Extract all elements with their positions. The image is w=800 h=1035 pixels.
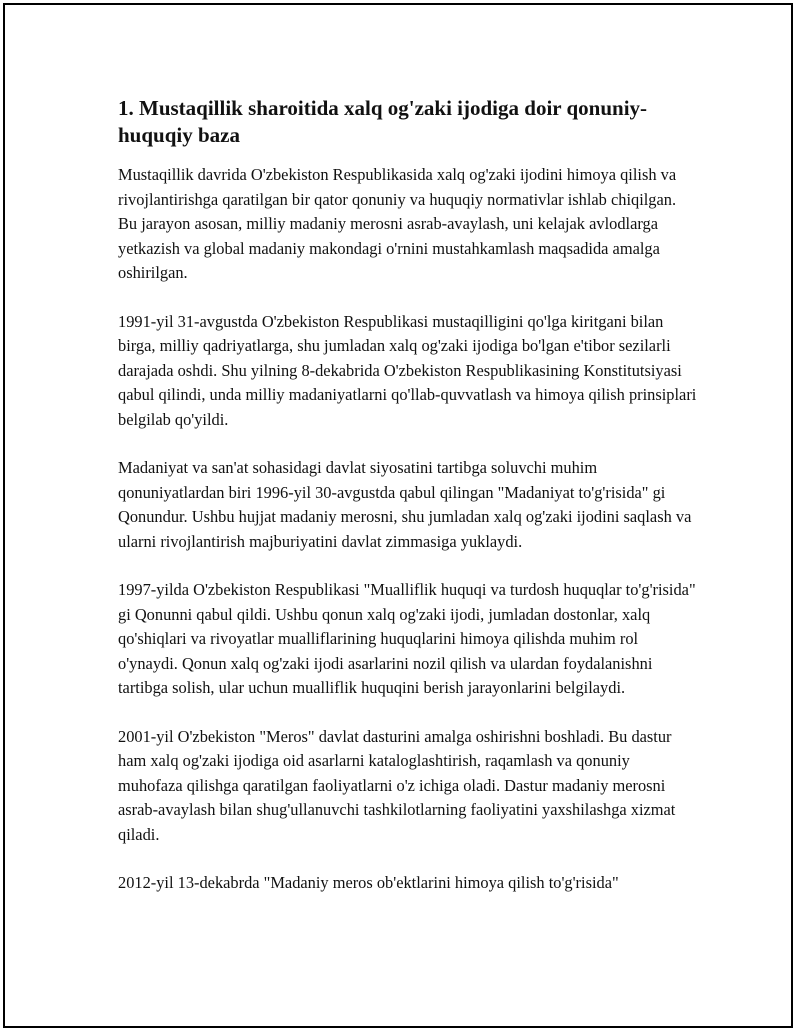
paragraph-copyright-law-1997: 1997-yilda O'zbekiston Respublikasi "Mualliflik huquqi va turdosh huquqlar to'g'risida" gi Qonunni qabul qildi. Ushbu qonun xalq og'zaki ijodi, jumladan dostonlar, xalq qo'shiqlari va rivoyatlar mualliflarining huquqlarini himoya qilishda muhim rol o'ynaydi. Qonun xalq og'zaki ijodi asarlarini nozil qilish va ulardan foydalanishni tartibga solish, ular uchun mualliflik huquqini berish jarayonlarini belgilaydi. [118, 580, 696, 697]
paragraph-heritage-law-2012: 2012-yil 13-dekabrda "Madaniy meros ob'ektlarini himoya qilish to'g'risida" [118, 873, 619, 892]
document-body [118, 95, 698, 920]
paragraph-culture-law-1996: Madaniyat va san'at sohasidagi davlat siyosatini tartibga soluvchi muhim qonuniyatlardan biri 1996-yil 30-avgustda qabul qilingan "Madaniyat to'g'risida" gi Qonundur. Ushbu hujjat madaniy merosni, shu jumladan xalq og'zaki ijodini saqlash va ularni rivojlantirish majburiyatini davlat zimmasiga yuklaydi. [118, 458, 692, 551]
paragraph-independence-1991: 1991-yil 31-avgustda O'zbekiston Respublikasi mustaqilligini qo'lga kiritgani bilan birga, milliy qadriyatlarga, shu jumladan xalq og'zaki ijodiga bo'lgan e'tibor sezilarli darajada oshdi. Shu yilning 8-dekabrida O'zbekiston Respublikasining Konstitutsiyasi qabul qilindi, unda milliy madaniyatlarni qo'llab-quvvatlash va himoya qilish prinsiplari belgilab qo'yildi. [118, 311, 697, 429]
paragraph-meros-program-2001: 2001-yil O'zbekiston "Meros" davlat dasturini amalga oshirishni boshladi. Bu dastur ham xalq og'zaki ijodiga oid asarlarni kataloglashtirish, raqamlash va qonuniy muhofaza qilishga qaratilgan faoliyatlarni o'z ichiga oladi. Dastur madaniy merosni asrab-avaylash bilan shug'ullanuvchi tashkilotlarning faoliyatini yaxshilashga xizmat qiladi. [118, 726, 676, 844]
paragraph-constitution-intro: Mustaqillik davrida O'zbekiston Respublikasida xalq og'zaki ijodini himoya qilish va rivojlantirishga qaratilgan bir qator qonuniy va huquqiy normativlar ishlab chiqilgan. Bu jarayon asosan, milliy madaniy merosni asrab-avaylash, uni kelajak avlodlarga yetkazish va global madaniy makondagi o'rnini mustahkamlash maqsadida amalga oshirilgan. [118, 165, 677, 282]
section-heading: 1. Mustaqillik sharoitida xalq og'zaki ijodiga doir qonuniy-huquqiy baza [118, 96, 648, 147]
